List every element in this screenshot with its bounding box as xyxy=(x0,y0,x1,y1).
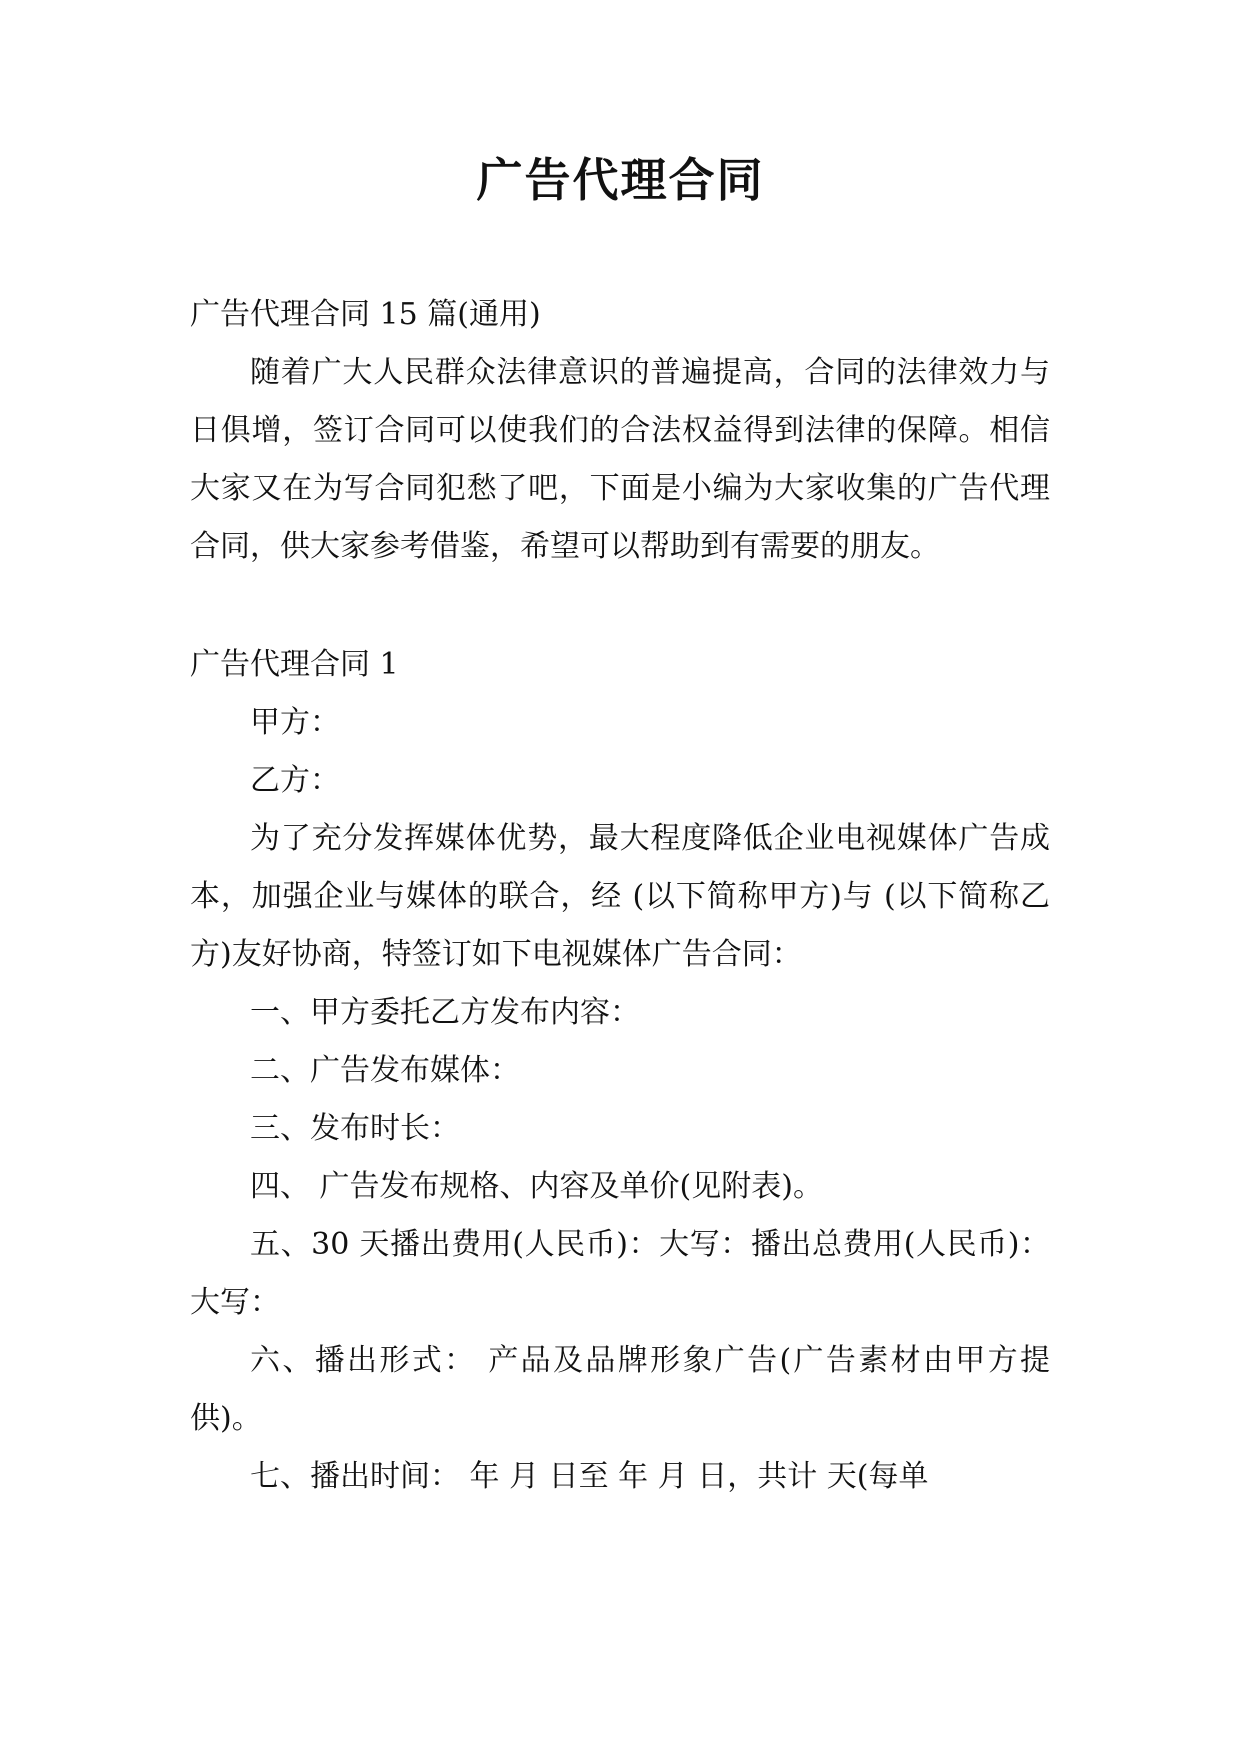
intro-paragraph: 随着广大人民群众法律意识的普遍提高，合同的法律效力与日俱增，签订合同可以使我们的合法权益得到法律的保障。相信大家又在为写合同犯愁了吧，下面是小编为大家收集的广告代理合同，供大家参考借鉴，希望可以帮助到有需要的朋友。 xyxy=(190,355,1050,564)
party-b-line: 乙方： xyxy=(250,763,340,798)
clause-5: 五、30 天播出费用(人民币)：大写：播出总费用(人民币)：大写： xyxy=(190,1227,1050,1320)
document-body xyxy=(190,286,1050,1506)
clause-3: 三、发布时长： xyxy=(250,1111,460,1146)
clause-7: 七、播出时间： 年 月 日至 年 月 日，共计 天(每单 xyxy=(250,1459,929,1494)
party-a-line: 甲方： xyxy=(250,705,340,740)
clause-2: 二、广告发布媒体： xyxy=(250,1053,520,1088)
clause-6: 六、播出形式： 产品及品牌形象广告(广告素材由甲方提供)。 xyxy=(190,1343,1050,1436)
clause-4: 四、 广告发布规格、内容及单价(见附表)。 xyxy=(250,1169,823,1204)
clause-1: 一、甲方委托乙方发布内容： xyxy=(250,995,640,1030)
section-heading: 广告代理合同 1 xyxy=(190,647,399,682)
document-subtitle: 广告代理合同 15 篇(通用) xyxy=(190,297,541,332)
document-title: 广告代理合同 xyxy=(476,153,765,207)
preamble-paragraph: 为了充分发挥媒体优势，最大程度降低企业电视媒体广告成本，加强企业与媒体的联合，经 (以下简称甲方)与 (以下简称乙方)友好协商，特签订如下电视媒体广告合同： xyxy=(190,821,1050,972)
